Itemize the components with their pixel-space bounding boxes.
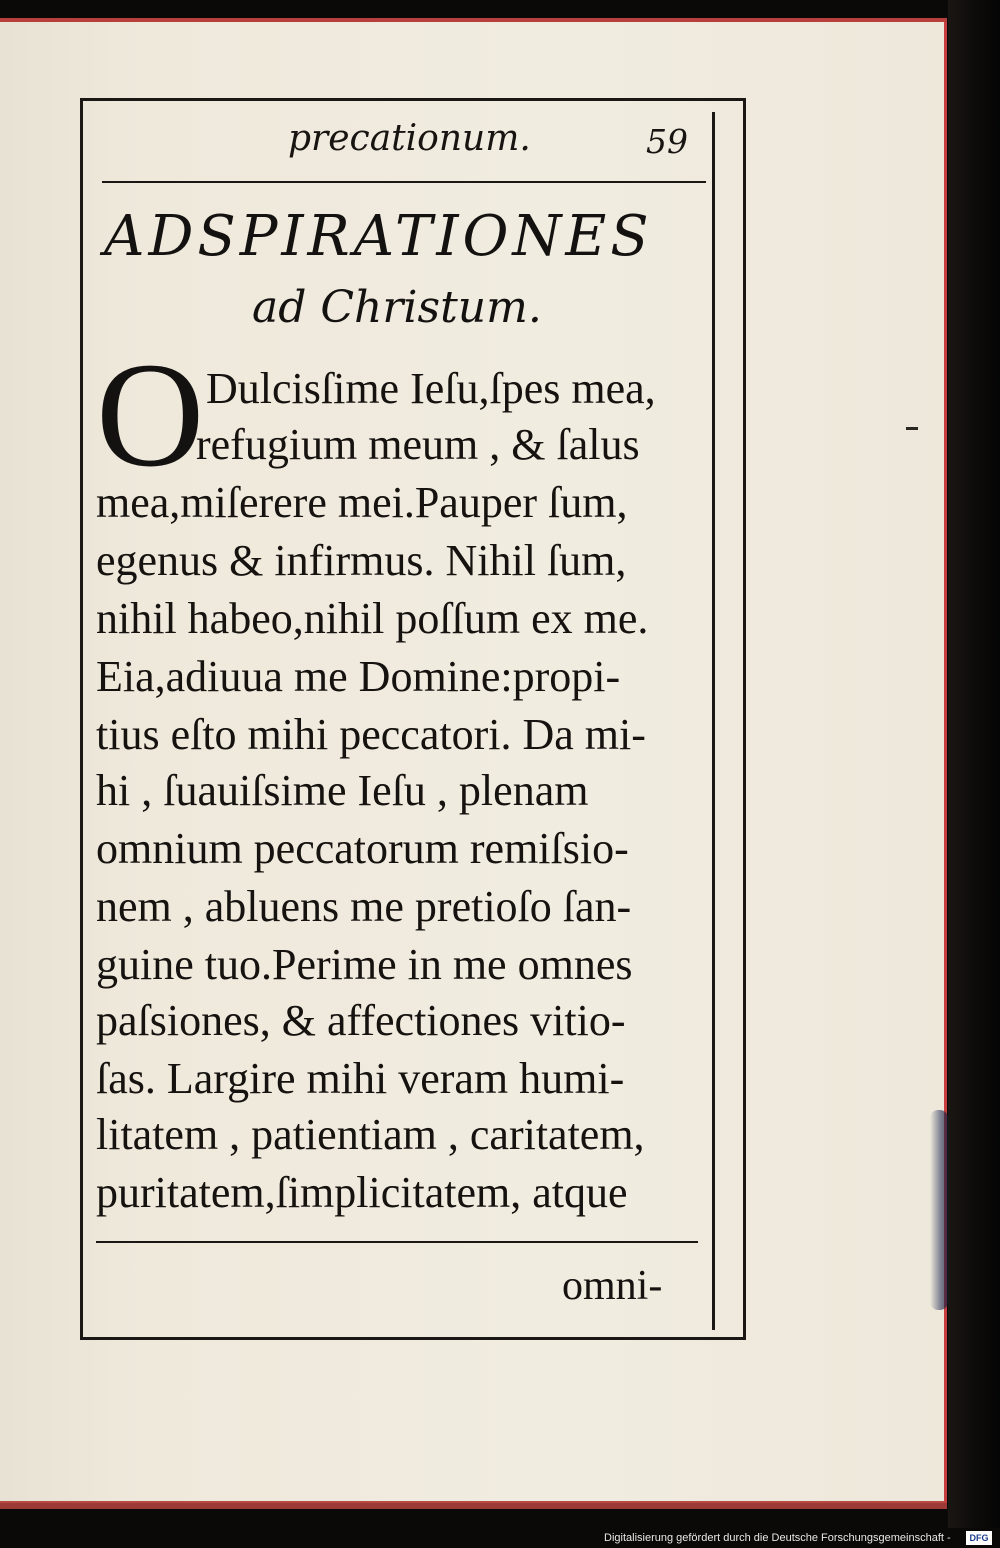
section-title: ADSPIRATIONES [104,204,653,269]
text-line: nem , abluens me pretioſo ſan- [96,882,632,931]
text-line: mea,miſerere mei.Pauper ſum, [96,478,628,527]
text-line: paſsiones, & affectiones vitio- [96,996,626,1045]
section-subtitle: ad Christum. [252,282,542,333]
running-head: precationum. [288,118,531,159]
margin-mark [906,427,918,430]
text-line: tius eſto mihi peccatori. Da mi- [96,710,646,759]
dfg-logo: DFG [966,1531,992,1545]
text-line: guine tuo.Perime in me omnes [96,940,633,989]
drop-cap: O [96,332,205,498]
text-line: litatem , patientiam , caritatem, [96,1110,645,1159]
ink-smudge [930,1110,948,1310]
frame-inner-rule [712,112,715,1330]
text-line: Dulcisſime Ieſu,ſpes mea, [206,364,656,413]
header-rule [102,181,706,183]
digitization-credit: Digitalisierung gefördert durch die Deutsche Forschungsgemeinschaft - [604,1532,951,1544]
catchword: omni- [562,1263,663,1309]
page-number: 59 [646,122,688,161]
text-line: puritatem,ſimplicitatem, atque [96,1168,628,1217]
text-line: egenus & infirmus. Nihil ſum, [96,536,627,585]
text-line: omnium peccatorum remiſsio- [96,824,629,873]
text-line: ſas. Largire mihi veram humi- [96,1054,625,1103]
text-line: Eia,adiuua me Domine:propi- [96,652,621,701]
text-line: nihil habeo,nihil poſſum ex me. [96,594,649,643]
text-line: hi , ſuauiſsime Ieſu , plenam [96,766,589,815]
footer-rule [96,1241,698,1243]
text-line: refugium meum , & ſalus [196,420,640,469]
page-bottom-edge [0,1503,947,1509]
book-spine-shadow [948,0,1000,1528]
